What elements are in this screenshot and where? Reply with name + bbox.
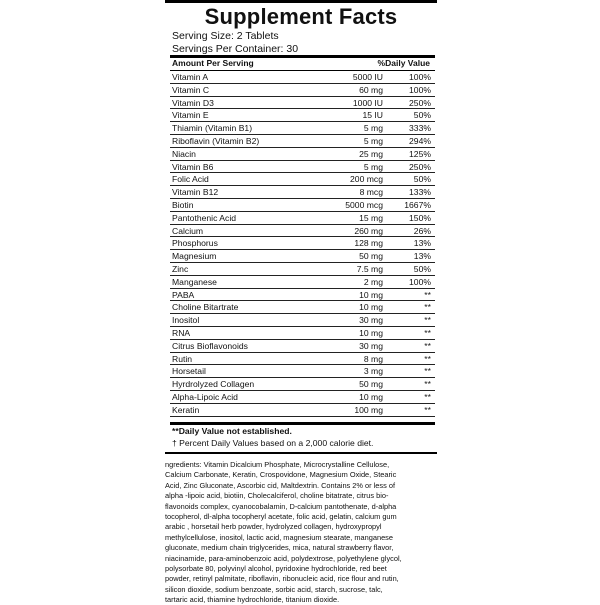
nutrient-daily-value: ** (424, 340, 431, 351)
table-row (170, 301, 435, 314)
amount-per-serving-header: Amount Per Serving (172, 58, 254, 68)
nutrient-daily-value: ** (424, 366, 431, 377)
nutrient-name: Folic Acid (172, 174, 209, 185)
nutrient-daily-value: 50% (413, 110, 431, 121)
serving-size: Serving Size: 2 Tablets (172, 30, 279, 42)
nutrient-daily-value: ** (424, 315, 431, 326)
nutrient-amount: 5000 mcg (345, 199, 383, 210)
nutrient-name: Vitamin D3 (172, 97, 214, 108)
nutrient-daily-value: ** (424, 289, 431, 300)
ingredients-line: arabic , horsetail herb powder, hydrolyzed collagen, hydroxypropyl (165, 522, 382, 532)
nutrient-daily-value: 1667% (404, 199, 431, 210)
nutrient-amount: 10 mg (359, 327, 383, 338)
nutrient-name: PABA (172, 289, 195, 300)
dv-not-established-note: **Daily Value not established. (172, 426, 292, 436)
nutrient-amount: 1000 IU (352, 97, 383, 108)
ingredients-line: alpha -lipoic acid, biotiin, Cholecalciferol, choline bitatrate, citrus bio- (165, 491, 389, 501)
nutrient-amount: 15 IU (362, 110, 383, 121)
nutrient-name: Horsetail (172, 366, 206, 377)
ingredients-line: niacinamide, para-aminobenzoic acid, polydextrose, polyethylene glycol, (165, 553, 402, 563)
nutrient-amount: 5 mg (363, 135, 383, 146)
table-row (170, 237, 435, 250)
nutrient-amount: 3 mg (363, 366, 383, 377)
table-row (170, 225, 435, 238)
ingredients-line: Acid, Zinc Gluconate, Ascorbic cid, Maltdextrin. Contains 2% or less of (165, 480, 396, 490)
table-row (170, 378, 435, 391)
nutrient-daily-value: 13% (413, 251, 431, 262)
nutrient-amount: 10 mg (359, 391, 383, 402)
nutrient-amount: 30 mg (359, 315, 383, 326)
nutrient-amount: 10 mg (359, 302, 383, 313)
percent-basis-note: † Percent Daily Values based on a 2,000 calorie diet. (172, 438, 374, 448)
nutrient-name: Manganese (172, 276, 217, 287)
nutrient-name: Pantothenic Acid (172, 212, 237, 223)
nutrient-daily-value: ** (424, 404, 431, 415)
nutrient-daily-value: ** (424, 302, 431, 313)
nutrient-amount: 50 mg (359, 379, 383, 390)
nutrient-amount: 100 mg (354, 404, 383, 415)
nutrient-daily-value: ** (424, 391, 431, 402)
ingredients-line: tartaric acid, thiamine hydrochloride, titanium dioxide. (165, 595, 340, 605)
serving-info (172, 30, 298, 55)
nutrient-daily-value: 100% (409, 72, 431, 82)
footnotes (172, 425, 373, 449)
ingredients-rule (165, 452, 437, 454)
nutrient-daily-value: ** (424, 379, 431, 390)
ingredients-line: silicon dioxide, sodium benzoate, sorbic acid, starch, sucrose, talc, (165, 584, 383, 594)
nutrient-daily-value: 250% (409, 161, 431, 172)
nutrient-daily-value: 133% (409, 187, 431, 198)
nutrient-daily-value: 294% (409, 135, 431, 146)
nutrient-daily-value: 50% (413, 174, 431, 185)
table-row (170, 186, 435, 199)
nutrient-amount: 260 mg (354, 225, 383, 236)
ingredients-line: gluconate, medium chain triglycerides, mica, natural strawberry flavor, (165, 543, 394, 553)
table-row (170, 109, 435, 122)
nutrient-amount: 200 mcg (350, 174, 383, 185)
nutrient-name: Zinc (172, 263, 189, 274)
nutrient-name: Riboflavin (Vitamin B2) (172, 135, 260, 146)
nutrient-amount: 50 mg (359, 251, 383, 262)
nutrient-daily-value: 333% (409, 123, 431, 134)
nutrient-daily-value: ** (424, 353, 431, 364)
nutrient-daily-value: 26% (413, 225, 431, 236)
table-row (170, 71, 435, 84)
nutrient-amount: 25 mg (359, 148, 383, 159)
nutrient-daily-value: 250% (409, 97, 431, 108)
nutrient-daily-value: 50% (413, 263, 431, 274)
table-row (170, 276, 435, 289)
table-row (170, 353, 435, 366)
nutrient-name: Rutin (172, 353, 193, 364)
nutrient-daily-value: 150% (409, 212, 431, 223)
page-title: Supplement Facts (204, 4, 398, 29)
table-row (170, 391, 435, 404)
table-row (170, 250, 435, 263)
ingredients-list (165, 460, 437, 605)
nutrient-name: Keratin (172, 404, 200, 415)
nutrient-name: Hyrdrolyzed Collagen (172, 379, 255, 390)
nutrient-amount: 60 mg (359, 84, 383, 95)
nutrient-name: Vitamin B12 (172, 187, 219, 198)
nutrient-name: Vitamin A (172, 72, 209, 82)
table-row (170, 340, 435, 353)
nutrient-name: Niacin (172, 148, 196, 159)
table-row (170, 97, 435, 110)
nutrient-daily-value: 13% (413, 238, 431, 249)
table-row (170, 263, 435, 276)
nutrient-name: Calcium (172, 225, 204, 236)
nutrient-name: Choline Bitartrate (172, 302, 239, 313)
daily-value-header: %Daily Value (377, 58, 430, 68)
ingredients-line: flavonoids complex, cyanocobalamin, D-calcium pantothenate, d-alpha (165, 501, 397, 511)
ingredients-line: ngredients: Vitamin Dicalcium Phosphate, Microcrystalline Cellulose, (165, 460, 390, 469)
ingredients-line: tocopherol, dl-alpha tocopheryl acetate, folic acid, gelatin, calcium gum (165, 511, 397, 521)
nutrient-name: Vitamin C (172, 84, 210, 95)
nutrient-amount: 8 mg (363, 353, 383, 364)
servings-per-container: Servings Per Container: 30 (172, 42, 299, 55)
table-row (170, 135, 435, 148)
table-row (170, 148, 435, 161)
nutrient-name: Inositol (172, 315, 200, 326)
nutrient-amount: 8 mcg (359, 187, 383, 198)
nutrient-amount: 10 mg (359, 289, 383, 300)
nutrient-name: RNA (172, 327, 191, 338)
nutrient-daily-value: ** (424, 327, 431, 338)
nutrient-amount: 2 mg (363, 276, 383, 287)
nutrient-name: Citrus Bioflavonoids (172, 340, 248, 351)
nutrient-amount: 5000 IU (352, 72, 383, 82)
nutrient-amount: 30 mg (359, 340, 383, 351)
table-row (170, 173, 435, 186)
table-row (170, 365, 435, 378)
nutrient-name: Alpha-Lipoic Acid (172, 391, 238, 402)
table-row (170, 404, 435, 417)
table-row (170, 161, 435, 174)
nutrient-daily-value: 100% (409, 276, 431, 287)
nutrient-name: Vitamin B6 (172, 161, 214, 172)
ingredients-line: Calcium Carbonate, Keratin, Crospovidone, Magnesium Oxide, Stearic (165, 470, 397, 480)
ingredients-line: polysorbate 80, polyvinyl alcohol, pyridoxine hydrochloride, red beet (165, 563, 387, 573)
ingredients-line: powder, retinyl palmitate, riboflavin, ribonucleic acid, rice flour and rutin, (165, 574, 399, 584)
nutrient-name: Phosphorus (172, 238, 218, 249)
nutrient-daily-value: 100% (409, 84, 431, 95)
nutrient-name: Vitamin E (172, 110, 209, 121)
table-row (170, 199, 435, 212)
table-row (170, 212, 435, 225)
table-row (170, 314, 435, 327)
ingredients-line: methylcellulose, inositol, lactic acid, magnesium stearate, manganese (165, 532, 393, 542)
top-border (165, 0, 437, 3)
nutrient-name: Biotin (172, 199, 194, 210)
nutrient-daily-value: 125% (409, 148, 431, 159)
nutrient-amount: 15 mg (359, 212, 383, 223)
nutrient-amount: 5 mg (363, 123, 383, 134)
nutrient-table (170, 71, 435, 417)
table-row (170, 122, 435, 135)
table-row (170, 289, 435, 302)
table-row (170, 327, 435, 340)
nutrient-amount: 5 mg (363, 161, 383, 172)
nutrient-name: Thiamin (Vitamin B1) (172, 123, 253, 134)
nutrient-name: Magnesium (172, 251, 217, 262)
table-row (170, 84, 435, 97)
nutrient-amount: 128 mg (354, 238, 383, 249)
nutrient-amount: 7.5 mg (356, 263, 383, 274)
